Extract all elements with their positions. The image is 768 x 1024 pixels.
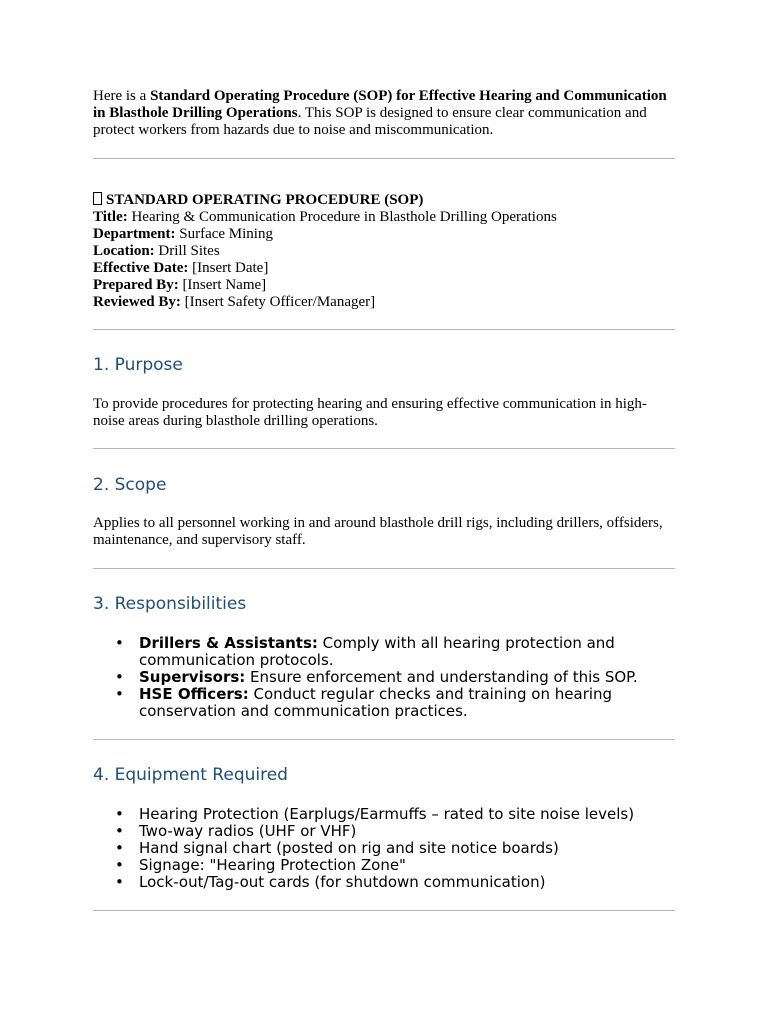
sop-header-title-line [93,192,675,209]
missing-glyph-icon [93,192,102,205]
divider [93,329,675,330]
equipment-item-text: Hearing Protection (Earplugs/Earmuffs – rated to site noise levels) [139,805,635,823]
section-heading-scope: 2. Scope [93,475,167,495]
sop-field-label: Location: [93,243,155,259]
responsibility-role: Drillers & Assistants: [139,634,318,652]
sop-field-label: Reviewed By: [93,294,181,310]
bullet-icon: • [115,805,124,823]
divider [93,448,675,449]
bullet-icon: • [115,634,124,652]
intro-suffix: . This SOP is designed to ensure clear communication and protect workers from hazards due to noise and miscommunication. [93,105,647,138]
bullet-icon: • [115,839,124,857]
list-item [93,806,675,823]
section-text-scope: Applies to all personnel working in and around blasthole drill rigs, including drillers, offsiders, maintenance, and supervisory staff. [93,515,663,548]
sop-field-reviewed-by [93,294,675,311]
bullet-icon: • [115,822,124,840]
divider [93,739,675,740]
list-item [93,823,675,840]
sop-field-label: Prepared By: [93,277,179,293]
responsibility-role: HSE Officers: [139,685,249,703]
sop-field-label: Effective Date: [93,260,189,276]
intro-bold-title: Standard Operating Procedure (SOP) for Effective Hearing and Communication in Blasthole Drilling Operations [93,88,667,121]
divider [93,158,675,159]
section-heading-responsibilities: 3. Responsibilities [93,594,247,614]
responsibilities-list [93,635,675,720]
sop-field-label: Title: [93,209,128,225]
bullet-icon: • [115,685,124,703]
responsibility-text: Comply with all hearing protection and communication protocols. [139,634,615,669]
list-item [93,669,675,686]
equipment-item-text: Hand signal chart (posted on rig and site notice boards) [139,839,559,857]
intro-paragraph [93,88,675,139]
bullet-icon: • [115,668,124,686]
list-item [93,857,675,874]
sop-field-location [93,243,675,260]
sop-header-title: STANDARD OPERATING PROCEDURE (SOP) [106,192,424,208]
section-text-purpose: To provide procedures for protecting hearing and ensuring effective communication in high-noise areas during blasthole drilling operations. [93,396,647,429]
equipment-item-text: Lock-out/Tag-out cards (for shutdown communication) [139,873,546,891]
sop-field-title [93,209,675,226]
sop-field-department [93,226,675,243]
intro-prefix: Here is a [93,88,151,104]
sop-field-value: [Insert Date] [188,260,269,276]
sop-field-value: [Insert Safety Officer/Manager] [180,294,376,310]
equipment-item-text: Two-way radios (UHF or VHF) [139,822,357,840]
responsibility-text: Ensure enforcement and understanding of this SOP. [245,668,638,686]
sop-field-value: [Insert Name] [178,277,267,293]
sop-field-value: Surface Mining [175,226,273,242]
sop-field-effective-date [93,260,675,277]
equipment-item-text: Signage: "Hearing Protection Zone" [139,856,406,874]
bullet-icon: • [115,856,124,874]
responsibility-text: Conduct regular checks and training on hearing conservation and communication practices. [139,685,613,720]
section-heading-purpose: 1. Purpose [93,355,183,375]
sop-header-block [93,192,675,311]
sop-field-prepared-by [93,277,675,294]
list-item [93,686,675,720]
responsibility-role: Supervisors: [139,668,246,686]
list-item [93,874,675,891]
sop-field-value: Drill Sites [154,243,220,259]
list-item [93,635,675,669]
divider [93,910,675,911]
equipment-list [93,806,675,891]
sop-field-value: Hearing & Communication Procedure in Blasthole Drilling Operations [127,209,557,225]
sop-field-label: Department: [93,226,176,242]
list-item [93,840,675,857]
section-heading-equipment: 4. Equipment Required [93,765,288,785]
divider [93,568,675,569]
bullet-icon: • [115,873,124,891]
